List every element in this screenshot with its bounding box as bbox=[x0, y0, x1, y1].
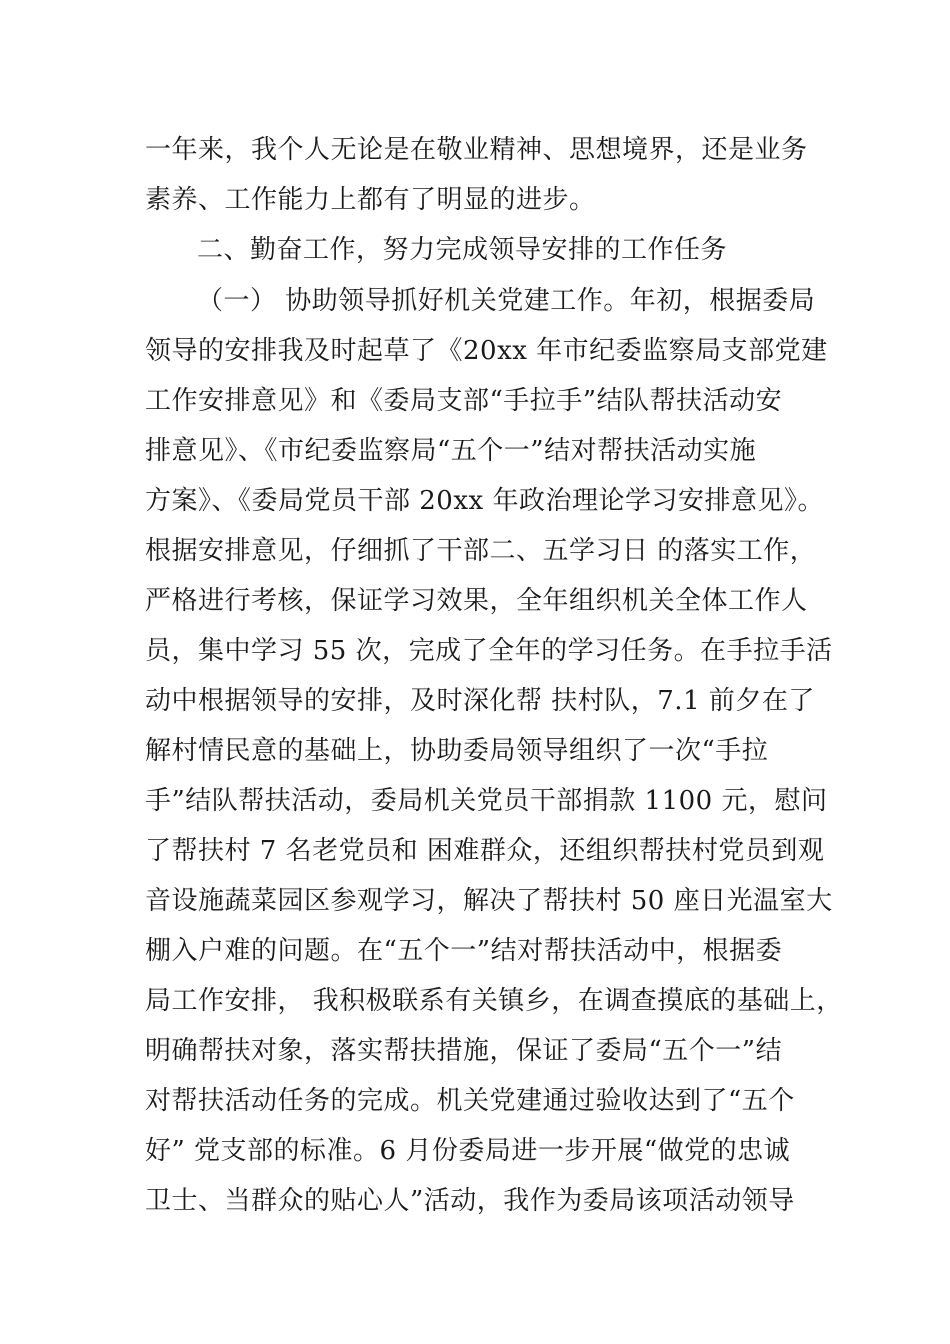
text-line: 明确帮扶对象，落实帮扶措施，保证了委局“五个一”结 bbox=[145, 1036, 783, 1066]
text-line: 排意见》、《市纪委监察局“五个一”结对帮扶活动实施 bbox=[145, 436, 757, 466]
text-line: 好” 党支部的标准。6 月份委局进一步开展“做党的忠诚 bbox=[145, 1136, 791, 1166]
text-line: 严格进行考核，保证学习效果，全年组织机关全体工作人 bbox=[145, 586, 808, 616]
text-line: 解村情民意的基础上，协助委局领导组织了一次“手拉 bbox=[145, 736, 769, 766]
text-line: 卫士、当群众的贴心人”活动，我作为委局该项活动领导 bbox=[145, 1186, 795, 1216]
text-line: 一年来，我个人无论是在敬业精神、思想境界，还是业务 bbox=[145, 135, 808, 165]
text-line: 局工作安排， 我积极联系有关镇乡，在调查摸底的基础上， bbox=[145, 986, 843, 1016]
text-line: 动中根据领导的安排，及时深化帮 扶村队，7.1 前夕在了 bbox=[145, 686, 815, 716]
text-line: 手”结队帮扶活动，委局机关党员干部捐款 1100 元，慰问 bbox=[145, 786, 828, 816]
text-line: （一） 协助领导抓好机关党建工作。年初，根据委局 bbox=[197, 286, 816, 316]
text-line: 根据安排意见，仔细抓了干部二、五学习日 的落实工作， bbox=[145, 536, 817, 566]
text-line: 员，集中学习 55 次，完成了全年的学习任务。在手拉手活 bbox=[145, 636, 833, 666]
text-line: 音设施蔬菜园区参观学习，解决了帮扶村 50 座日光温室大 bbox=[145, 886, 833, 916]
section-heading: 二、勤奋工作，努力完成领导安排的工作任务 bbox=[197, 235, 728, 265]
text-line: 棚入户难的问题。在“五个一”结对帮扶活动中，根据委 bbox=[145, 936, 783, 966]
text-line: 方案》、《委局党员干部 20xx 年政治理论学习安排意见》。 bbox=[145, 486, 824, 516]
text-line: 领导的安排我及时起草了《20xx 年市纪委监察局支部党建 bbox=[145, 336, 828, 366]
text-line: 对帮扶活动任务的完成。机关党建通过验收达到了“五个 bbox=[145, 1086, 795, 1116]
text-line: 了帮扶村 7 名老党员和 困难群众，还组织帮扶村党员到观 bbox=[145, 836, 825, 866]
text-line: 工作安排意见》和《委局支部“手拉手”结队帮扶活动安 bbox=[145, 386, 783, 416]
text-line: 素养、工作能力上都有了明显的进步。 bbox=[145, 185, 596, 215]
